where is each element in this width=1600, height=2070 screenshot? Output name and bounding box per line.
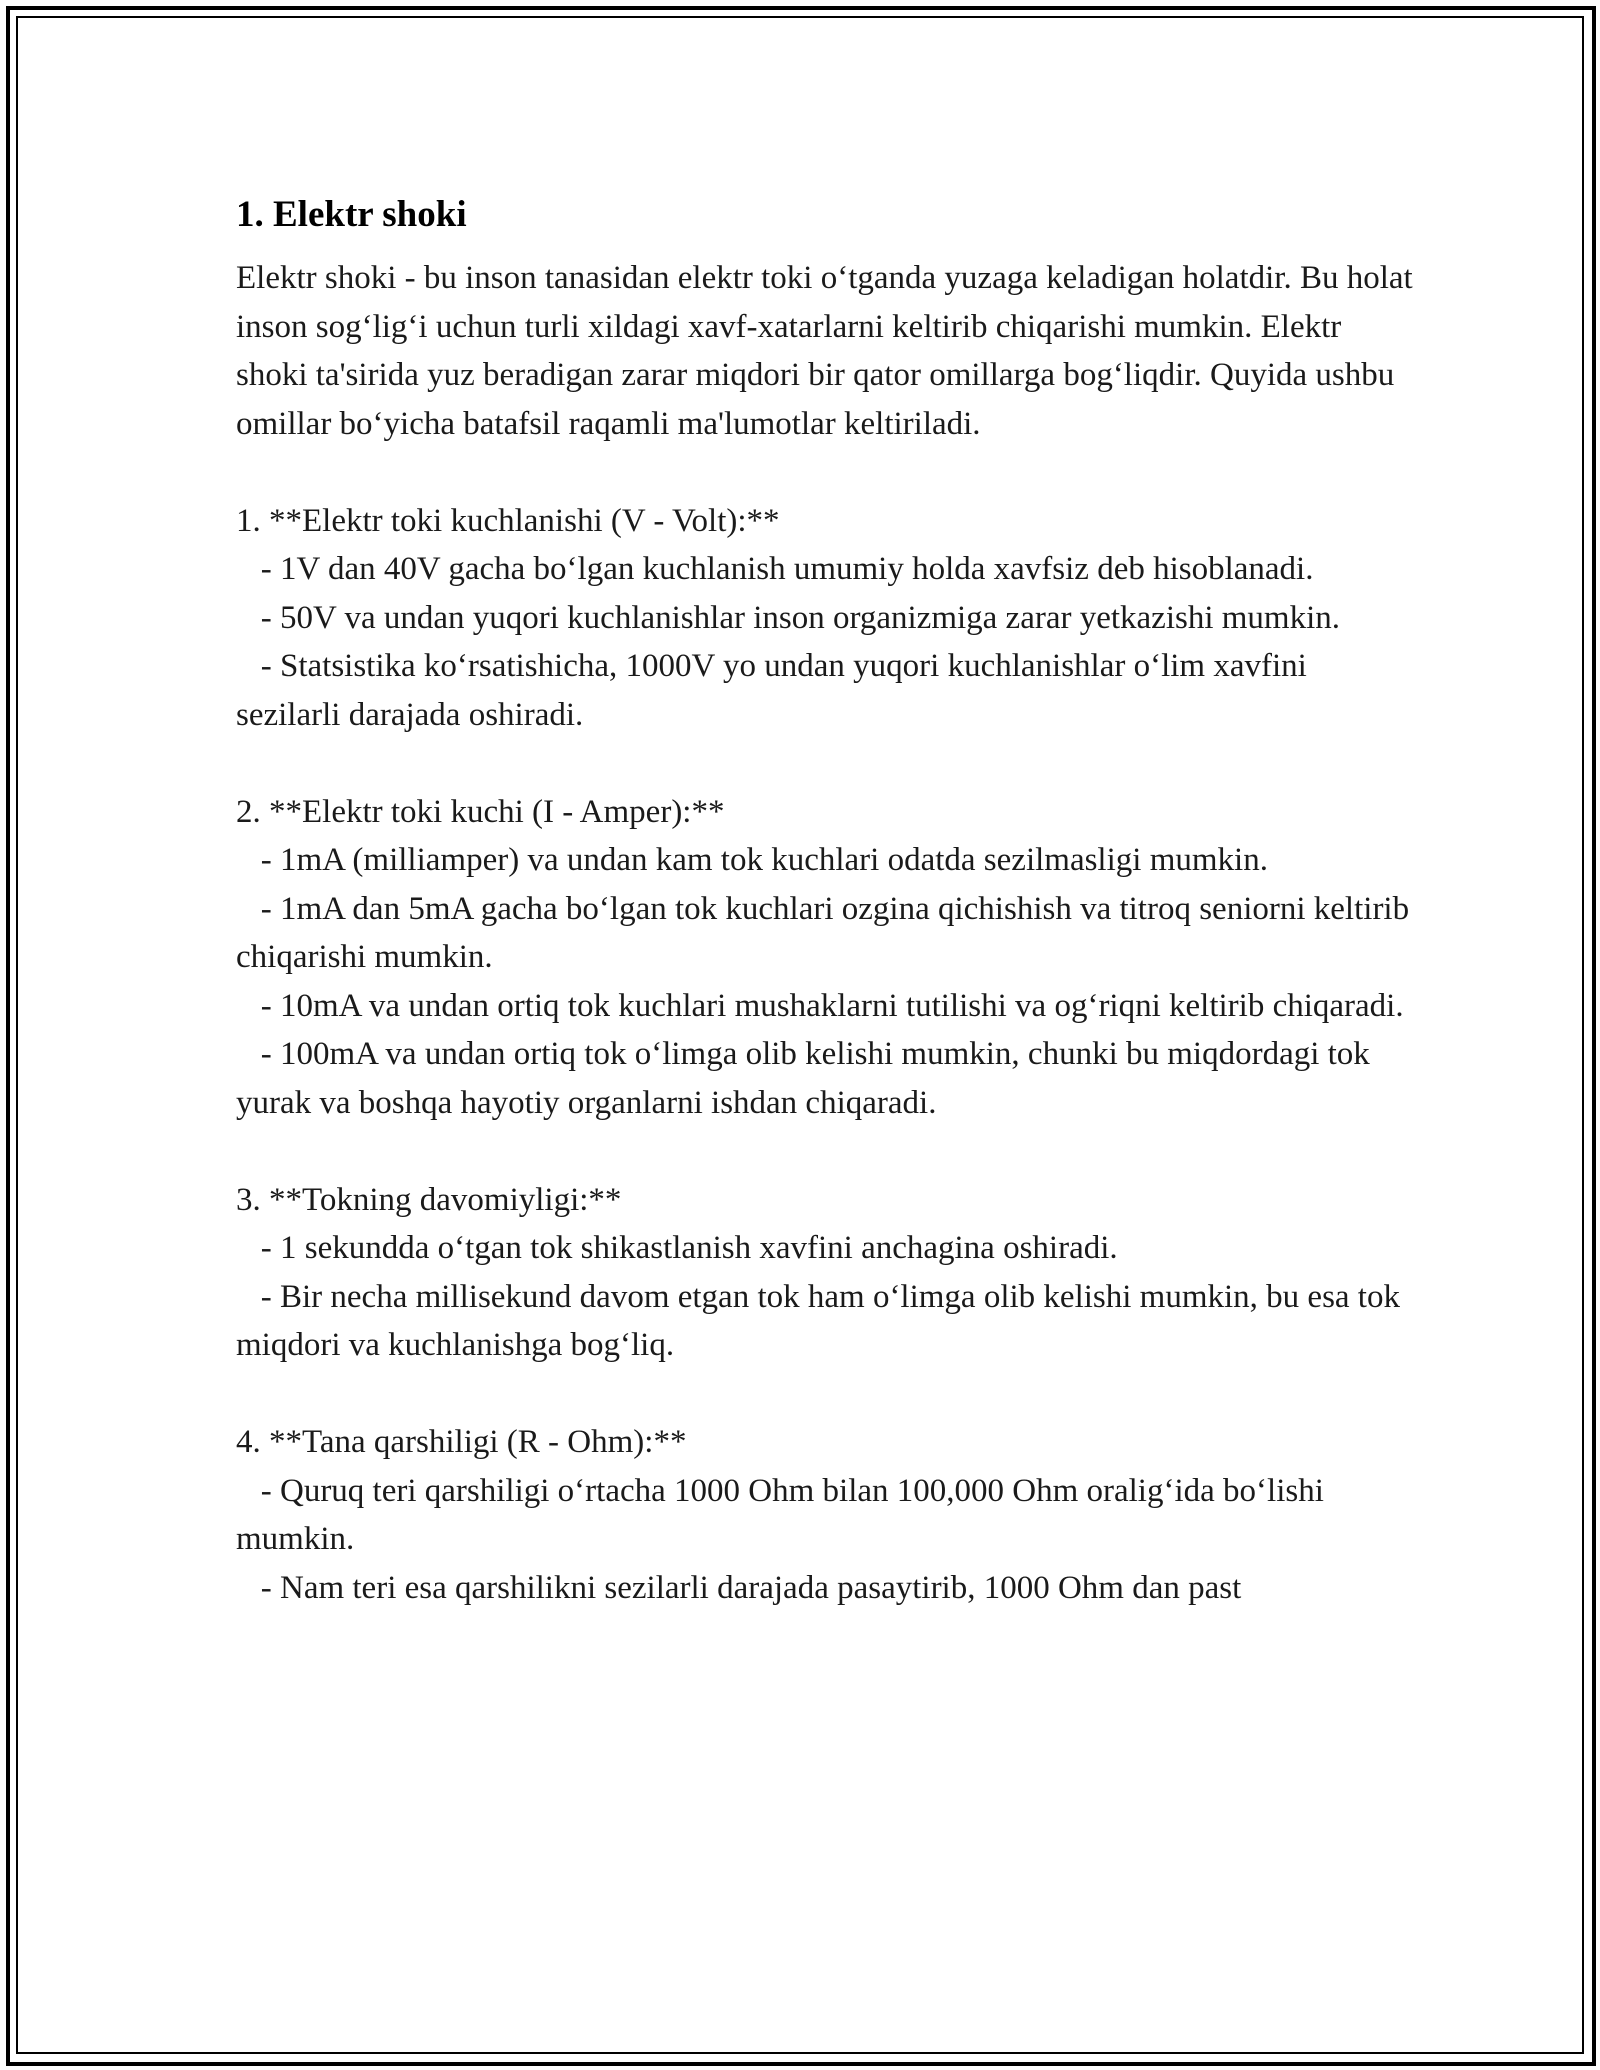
list-item: - 1mA (milliamper) va undan kam tok kuchlari odatda sezilmasligi mumkin.	[236, 842, 1268, 878]
section-heading: 3. **Tokning davomiyligi:**	[236, 1181, 622, 1218]
paragraph-spacer	[236, 1370, 1416, 1419]
list-item: - Statsistika ko‘rsatishicha, 1000V yo undan yuqori kuchlanishlar o‘lim xavfini sezilarli darajada oshiradi.	[236, 648, 1316, 733]
list-item: - Quruq teri qarshiligi o‘rtacha 1000 Ohm bilan 100,000 Ohm oralig‘ida bo‘lishi mumkin.	[236, 1472, 1333, 1557]
paragraph-spacer	[236, 448, 1416, 497]
section-resistance	[236, 1418, 1416, 1612]
list-item: - Nam teri esa qarshilikni sezilarli darajada pasaytirib, 1000 Ohm dan past	[236, 1569, 1242, 1606]
section-heading: 1. **Elektr toki kuchlanishi (V - Volt):**	[236, 502, 780, 539]
section-current	[236, 788, 1416, 1128]
section-voltage	[236, 497, 1416, 740]
list-item: - Bir necha millisekund davom etgan tok ham o‘limga olib kelishi mumkin, bu esa tok miqdori va kuchlanishga bog‘liq.	[236, 1278, 1409, 1363]
section-heading: 2. **Elektr toki kuchi (I - Amper):**	[236, 793, 725, 830]
list-item: - 1mA dan 5mA gacha bo‘lgan tok kuchlari ozgina qichishish va titroq seniorni keltirib chiqarishi mumkin.	[236, 890, 1418, 975]
section-duration	[236, 1176, 1416, 1370]
list-item: - 100mA va undan ortiq tok o‘limga olib kelishi mumkin, chunki bu miqdordagi tok yurak va boshqa hayotiy organlarni ishdan chiqaradi.	[236, 1036, 1379, 1121]
list-item: - 1V dan 40V gacha bo‘lgan kuchlanish umumiy holda xavfsiz deb hisoblanadi.	[236, 551, 1314, 587]
list-item: - 10mA va undan ortiq tok kuchlari mushaklarni tutilishi va og‘riqni keltirib chiqaradi.	[236, 987, 1404, 1024]
document-body	[236, 186, 1421, 1612]
document-title: 1. Elektr shoki	[236, 194, 467, 235]
intro-paragraph: Elektr shoki - bu inson tanasidan elektr toki o‘tganda yuzaga keladigan holatdir. Bu holat inson sog‘lig‘i uchun turli xildagi xavf-xatarlarni keltirib chiqarishi mumkin. Elektr shoki ta'sirida yuz beradigan zarar miqdori bir qator omillarga bog‘liqdir. Quyida ushbu omillar bo‘yicha batafsil raqamli ma'lumotlar keltiriladi.	[236, 260, 1421, 442]
paragraph-spacer	[236, 1127, 1416, 1176]
list-item: - 1 sekundda o‘tgan tok shikastlanish xavfini anchagina oshiradi.	[236, 1230, 1118, 1266]
paragraph-spacer	[236, 739, 1416, 788]
list-item: - 50V va undan yuqori kuchlanishlar inson organizmiga zarar yetkazishi mumkin.	[236, 599, 1341, 636]
section-heading: 4. **Tana qarshiligi (R - Ohm):**	[236, 1424, 687, 1460]
